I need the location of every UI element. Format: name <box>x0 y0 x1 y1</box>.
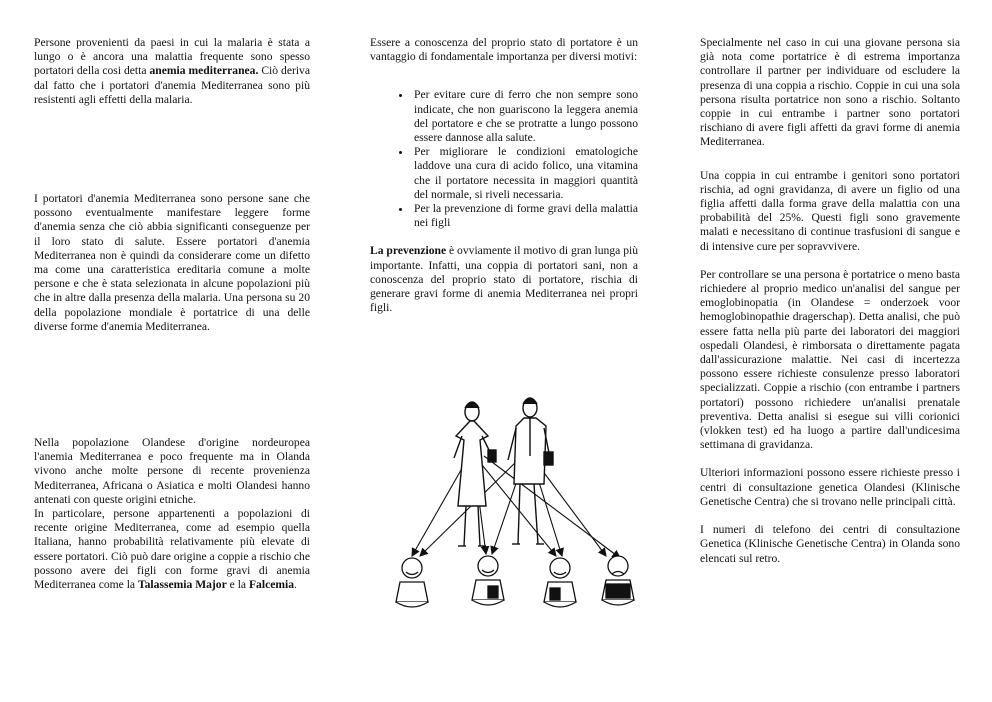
column-right <box>700 36 960 566</box>
child-figure <box>472 556 504 605</box>
term-anemia-mediterranea: anemia mediterranea. <box>149 64 259 78</box>
paragraph-prevention: La prevenzione è ovviamente il motivo di gran lunga più importante. Infatti, una coppia di portatori sani, non a conoscenza del proprio stato di portatore, rischia di generare gravi forme di anemia Mediterranea nei propri figli. <box>370 244 639 315</box>
paragraph-partner-check: Specialmente nel caso in cui una giovane persona sia già nota come portatrice è di estrema importanza controllare il partner per individuare od escludere la presenza di una coppia a rischio. Coppie in cui una sola persona risulta portatrice non sono a rischio. Soltanto coppie in cui entrambe i partner sono portatori rischiano di avere figli affetti da gravi forme di anemia Mediterranea. <box>700 36 960 149</box>
child-figure <box>602 556 634 605</box>
reasons-list <box>370 88 638 230</box>
list-item: • Per la prevenzione di forme gravi della malattia nei figli <box>412 202 638 230</box>
child-figure <box>544 558 576 607</box>
term-falcemia: Falcemia <box>248 578 295 592</box>
paragraph-blood-test: Per controllare se una persona è portatrice o meno basta richiedere al proprio medico un'analisi del sangue per emoglobinopatia (in Olandese = onderzoek voor hemoglobinopathie dragerschap). Detta analisi, che può essere fatta nella più parte dei laboratori dei maggiori ospedali Olandesi, è rimborsata o direttamente pagata dall'assicurazione malattie. Nei casi di incertezza possono essere richieste consulenze presso laboratori specializzati. Coppie a rischio (con entrambe i partners portatori) possono richiedere un'analisi prenatale preventiva. Detta analisi si esegue sui villi corionici (vlokken test) ed ha luogo a partire dall'undicesima settimana di gravidanza. <box>700 267 960 452</box>
paragraph-risk-probability: Una coppia in cui entrambe i genitori sono portatori rischia, ad ogni gravidanza, di avere un figlio od una figlia affetti dalla forma grave della malattia con una probabilità del 25%. Questi figli sono gravemente malati e necessitano di continue trasfusioni di sangue e di intensive cure per sopravvivere. <box>700 168 960 253</box>
paragraph-intro: Essere a conoscenza del proprio stato di portatore è un vantaggio di fondamentale importanza per diversi motivi: <box>370 36 638 64</box>
paragraph-carriers: I portatori d'anemia Mediterranea sono persone sane che possono eventualmente manifestare leggere forme d'anemia senza che ciò abbia significanti conseguenze per il loro stato di salute. Essere portatori d'anemia Mediterranea non è quindi da considerare come un difetto ma come una caratteristica ereditaria comune a molte persone e che è stata selezionata in alcune popolazioni più che in altre dalla presenza della malaria. Una persona su 20 della popolazione mondiale è portatrice di una delle diverse forme d'anemia Mediterranea. <box>34 192 310 333</box>
child-figure <box>396 558 428 607</box>
list-item: • Per migliorare le condizioni ematologiche laddove una cura di acido folico, una vitamina che il portatore necessita in maggiori quantità del normale, si riveli necessaria. <box>412 145 638 202</box>
paragraph-more-info: Ulteriori informazioni possono essere richieste presso i centri di consultazione genetica Olandesi (Klinische Genetische Centra) che si trovano nelle principali città. <box>700 466 960 508</box>
paragraph-risk-couples: In particolare, persone appartenenti a popolazioni di recente origine Mediterranea, come ad esempio quella Italiana, hanno probabilità relativamente più elevate di essere portatori. Ciò può dare origine a coppie a rischio che possono avere dei figli con forme gravi di anemia Mediterranea come la Talassemia Major e la Falcemia. <box>34 507 310 592</box>
term-talassemia-major: Talassemia Major <box>137 578 227 592</box>
father-figure <box>508 398 553 544</box>
column-left <box>34 36 310 592</box>
paragraph-netherlands: Nella popolazione Olandese d'origine nordeuropea l'anemia Mediterranea e poco frequente ma in Olanda vivono anche molte persone di recente provenienza Mediterranea, Africana o Asiatica e molti Olandesi hanno antenati con queste origini etniche. <box>34 436 310 506</box>
paragraph-malaria: Persone provenienti da paesi in cui la malaria è stata a lungo o è ancora una malattia frequente sono spesso portatori della cosi detta anemia mediterranea. Ciò deriva dal fatto che i portatori d'anemia Mediterranea sono più resistenti agli effetti della malaria. <box>34 36 311 106</box>
inheritance-illustration <box>374 396 642 612</box>
term-prevenzione: La prevenzione <box>370 244 447 258</box>
column-middle <box>370 36 638 315</box>
list-item: • Per evitare cure di ferro che non sempre sono indicate, che non guariscono la leggera anemia del portatore e che se protratte a lungo possono essere dannose alla salute. <box>412 88 638 145</box>
paragraph-phone-numbers: I numeri di telefono dei centri di consultazione Genetica (Klinische Genetische Centra) in Olanda sono elencati sul retro. <box>700 523 960 565</box>
